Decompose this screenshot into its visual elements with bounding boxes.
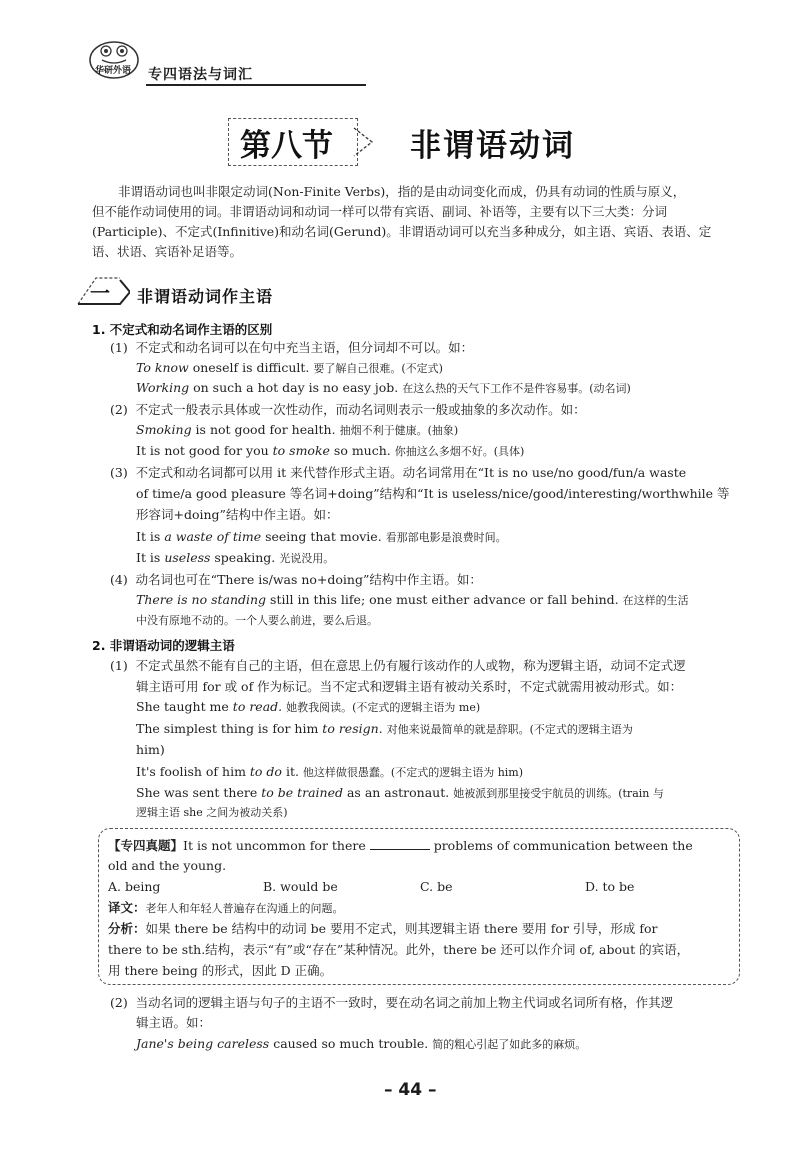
example-line bbox=[136, 783, 664, 804]
analysis-text: 如果 there be 结构中的动词 be 要用不定式，则其逻辑主语 there 要用 for 引导，形成 for bbox=[145, 921, 658, 936]
example-translation: 她教我阅读。(不定式的逻辑主语为 me) bbox=[286, 701, 481, 714]
example-italic: To know bbox=[136, 360, 189, 375]
page-title: 非谓语动词 bbox=[410, 128, 575, 164]
example-line bbox=[136, 358, 443, 379]
example-italic: to be trained bbox=[261, 785, 343, 800]
item-text: 不定式虽然不能有自己的主语，但在意思上仍有履行该动作的人或物，称为逻辑主语，动词不定式逻 bbox=[135, 658, 686, 673]
example-line bbox=[136, 378, 631, 399]
example-italic: to read. bbox=[232, 699, 283, 714]
item-text: 形容词+doing”结构中作主语。如： bbox=[136, 507, 339, 522]
item-number: (1) bbox=[110, 658, 128, 673]
analysis-text: there to be sth.结构，表示“有”或“存在”某种情况。此外，there be 还可以作介词 of, about 的宾语， bbox=[108, 942, 690, 957]
header-rule bbox=[146, 84, 366, 86]
example-italic: a waste of time bbox=[164, 529, 262, 544]
list-item bbox=[110, 570, 482, 590]
example-translation: 中没有原地不动的。一个人要么前进，要么后退。 bbox=[136, 614, 378, 627]
example-translation: 看那部电影是浪费时间。 bbox=[385, 531, 507, 544]
example-text: as an astronaut. bbox=[343, 785, 450, 800]
item-text: of time/a good pleasure 等名词+doing”结构和“It is useless/nice/good/interesting/worthwhile 等 bbox=[136, 486, 730, 501]
item-text: 辑主语可用 for 或 of 作为标记。当不定式和逻辑主语有被动关系时，不定式就需用被动形式。如： bbox=[136, 679, 683, 694]
example-text: It is not good for you bbox=[136, 443, 273, 458]
answer-option: D. to be bbox=[585, 879, 635, 894]
question-text: old and the young. bbox=[108, 858, 227, 873]
item-number: (3) bbox=[110, 465, 128, 480]
example-text: It's foolish of him bbox=[136, 764, 250, 779]
example-line bbox=[136, 762, 523, 783]
analysis-text: 用 there being 的形式，因此 D 正确。 bbox=[108, 963, 333, 978]
answer-option: A. being bbox=[108, 879, 161, 894]
intro-line: 但不能作动词使用的词。非谓语动词和动词一样可以带有宾语、副词、补语等，主要有以下三大类：分词 bbox=[92, 204, 668, 219]
example-italic: to do bbox=[249, 764, 282, 779]
example-text: It is bbox=[136, 529, 165, 544]
item-text: 辑主语。如： bbox=[136, 1015, 212, 1030]
intro-line: 非谓语动词也叫非限定动词(Non-Finite Verbs)，指的是由动词变化而成，仍具有动词的性质与原义， bbox=[118, 184, 686, 199]
example-translation: 在这样的生活 bbox=[622, 594, 689, 607]
answer-option: C. be bbox=[420, 879, 453, 894]
example-text: still in this life; one must either advance or fall behind. bbox=[266, 592, 619, 607]
part-heading: 非谓语动词作主语 bbox=[137, 287, 274, 306]
subsection-heading: 1. 不定式和动名词作主语的区别 bbox=[92, 322, 273, 337]
example-translation: 你抽这么多烟不好。(具体) bbox=[394, 445, 525, 458]
list-item bbox=[110, 993, 673, 1013]
example-translation: 光说没用。 bbox=[279, 552, 335, 565]
example-translation: 逻辑主语 she 之间为被动关系) bbox=[136, 806, 288, 819]
translation-label: 译文： bbox=[108, 900, 146, 915]
section-label: 第八节 bbox=[240, 128, 333, 164]
example-translation: 抽烟不利于健康。(抽象) bbox=[339, 424, 459, 437]
list-item bbox=[110, 463, 686, 483]
example-line bbox=[136, 548, 334, 569]
example-text: is not good for health. bbox=[191, 422, 336, 437]
example-line bbox=[136, 1034, 586, 1055]
example-line bbox=[136, 441, 524, 462]
page-number: – 44 – bbox=[384, 1080, 437, 1100]
question-text: problems of communication between the bbox=[429, 838, 693, 853]
example-italic: There is no standing bbox=[136, 592, 267, 607]
example-italic: Smoking bbox=[136, 422, 192, 437]
item-number: (2) bbox=[110, 995, 128, 1010]
analysis-label: 分析： bbox=[108, 921, 146, 936]
page-header bbox=[88, 36, 288, 84]
example-translation: him) bbox=[136, 742, 165, 757]
example-text: She taught me bbox=[136, 699, 233, 714]
example-text: so much. bbox=[329, 443, 391, 458]
example-text: She was sent there bbox=[136, 785, 262, 800]
answer-option: B. would be bbox=[263, 879, 338, 894]
analysis-line bbox=[108, 919, 658, 939]
example-text: It is bbox=[136, 550, 165, 565]
example-translation: 在这么热的天气下工作不是件容易事。(动名词) bbox=[402, 382, 631, 395]
example-italic: to smoke bbox=[272, 443, 330, 458]
example-translation: 他这样做很愚蠢。(不定式的逻辑主语为 him) bbox=[302, 766, 524, 779]
example-line bbox=[136, 719, 633, 740]
list-item bbox=[110, 656, 686, 676]
series-title: 专四语法与词汇 bbox=[148, 67, 253, 83]
example-text: on such a hot day is no easy job. bbox=[189, 380, 399, 395]
intro-line: 语、状语、宾语补足语等。 bbox=[92, 244, 243, 259]
list-item bbox=[110, 338, 473, 358]
example-translation: 要了解自己很难。(不定式) bbox=[313, 362, 443, 375]
item-text: 不定式和动名词可以在句中充当主语，但分词却不可以。如： bbox=[135, 340, 474, 355]
item-number: (1) bbox=[110, 340, 128, 355]
section-arrow-icon bbox=[352, 126, 378, 158]
example-text: it. bbox=[281, 764, 299, 779]
example-line bbox=[136, 527, 507, 548]
part-marker-icon bbox=[74, 274, 130, 310]
translation-line bbox=[108, 898, 344, 919]
example-italic: useless bbox=[164, 550, 211, 565]
item-text: 不定式一般表示具体或一次性动作，而动名词则表示一般或抽象的多次动作。如： bbox=[135, 402, 586, 417]
logo-text: 华研外语 bbox=[95, 66, 132, 76]
example-text: seeing that movie. bbox=[261, 529, 382, 544]
subsection-heading: 2. 非谓语动词的逻辑主语 bbox=[92, 638, 235, 653]
list-item bbox=[110, 400, 586, 420]
example-line bbox=[136, 697, 480, 718]
item-number: (4) bbox=[110, 572, 128, 587]
example-text: caused so much trouble. bbox=[269, 1036, 429, 1051]
example-translation: 简的粗心引起了如此多的麻烦。 bbox=[432, 1038, 587, 1051]
translation-text: 老年人和年轻人普遍存在沟通上的问题。 bbox=[145, 902, 344, 915]
example-line bbox=[136, 420, 458, 441]
example-italic: Jane's being careless bbox=[136, 1036, 270, 1051]
example-text: The simplest thing is for him bbox=[136, 721, 323, 736]
example-line bbox=[136, 590, 689, 611]
example-translation: 她被派到那里接受宇航员的训练。(train 与 bbox=[453, 787, 664, 800]
example-italic: Working bbox=[136, 380, 190, 395]
exam-tag: 【专四真题】 bbox=[108, 838, 184, 853]
exam-question bbox=[108, 836, 693, 856]
example-italic: to resign. bbox=[322, 721, 383, 736]
item-text: 动名词也可在“There is/was no+doing”结构中作主语。如： bbox=[135, 572, 482, 587]
item-text: 当动名词的逻辑主语与句子的主语不一致时，要在动名词之前加上物主代词或名词所有格，作其逻 bbox=[135, 995, 674, 1010]
example-text: oneself is difficult. bbox=[188, 360, 310, 375]
intro-line: (Participle)、不定式(Infinitive)和动名词(Gerund)。非谓语动词可以充当多种成分，如主语、宾语、表语、定 bbox=[92, 224, 712, 239]
item-number: (2) bbox=[110, 402, 128, 417]
example-translation: 对他来说最简单的就是辞职。(不定式的逻辑主语为 bbox=[386, 723, 633, 736]
answer-blank bbox=[370, 837, 430, 850]
example-text: speaking. bbox=[210, 550, 276, 565]
question-text: It is not uncommon for there bbox=[183, 838, 370, 853]
item-text: 不定式和动名词都可以用 it 来代替作形式主语。动名词常用在“It is no use/no good/fun/a waste bbox=[135, 465, 687, 480]
part-number: 一 bbox=[90, 281, 110, 305]
